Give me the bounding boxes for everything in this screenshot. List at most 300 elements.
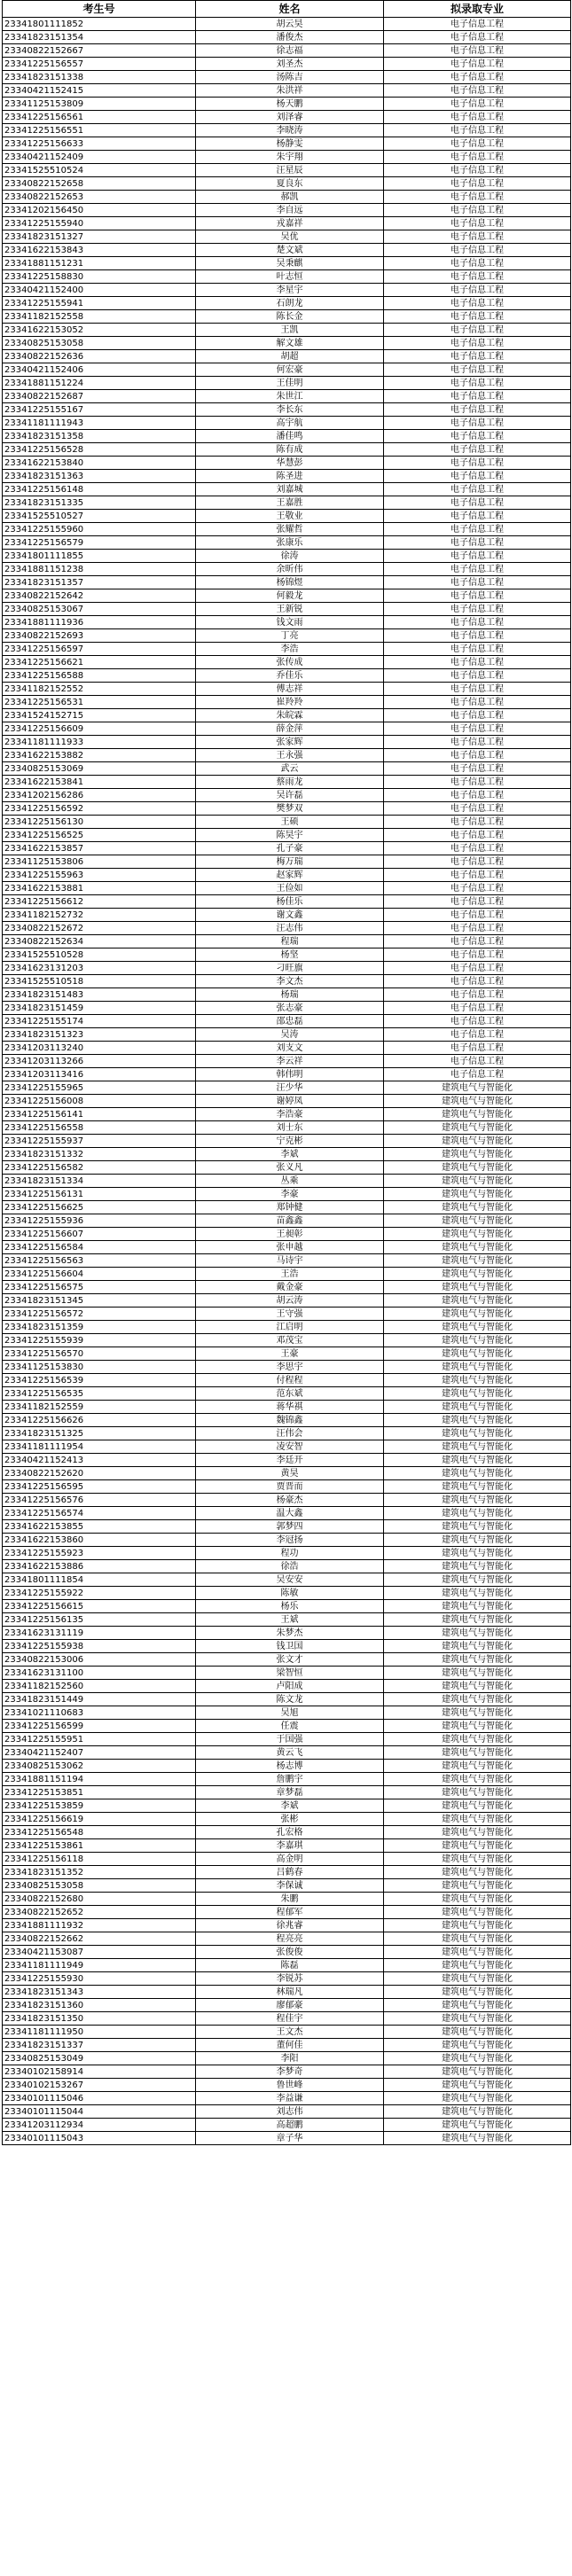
name-cell: 付程程 bbox=[196, 1374, 384, 1387]
major-cell: 电子信息工程 bbox=[384, 1068, 571, 1081]
name-cell: 林瑞凡 bbox=[196, 1986, 384, 1999]
table-row bbox=[3, 1334, 571, 1347]
name-cell: 钱文雨 bbox=[196, 616, 384, 629]
major-cell: 建筑电气与智能化 bbox=[384, 1454, 571, 1467]
major-cell: 建筑电气与智能化 bbox=[384, 2092, 571, 2105]
exam-id-cell: 23341225156626 bbox=[3, 1414, 196, 1427]
major-cell: 建筑电气与智能化 bbox=[384, 1813, 571, 1826]
name-cell: 李廷开 bbox=[196, 1454, 384, 1467]
name-cell: 董何佳 bbox=[196, 2039, 384, 2052]
exam-id-cell: 23340822153006 bbox=[3, 1653, 196, 1667]
table-row bbox=[3, 1932, 571, 1946]
major-cell: 建筑电气与智能化 bbox=[384, 1135, 571, 1148]
exam-id-cell: 23341125153830 bbox=[3, 1361, 196, 1374]
major-cell: 电子信息工程 bbox=[384, 1055, 571, 1068]
exam-id-cell: 23341225156633 bbox=[3, 137, 196, 151]
exam-id-cell: 23341225156525 bbox=[3, 829, 196, 842]
exam-id-cell: 23340101115046 bbox=[3, 2092, 196, 2105]
exam-id-cell: 23341823151359 bbox=[3, 1321, 196, 1334]
major-cell: 建筑电气与智能化 bbox=[384, 1893, 571, 1906]
table-row bbox=[3, 2039, 571, 2052]
exam-id-cell: 23341881151224 bbox=[3, 377, 196, 390]
major-cell: 电子信息工程 bbox=[384, 629, 571, 643]
exam-id-cell: 23341181111950 bbox=[3, 2026, 196, 2039]
table-row bbox=[3, 1799, 571, 1813]
name-cell: 吴许磊 bbox=[196, 789, 384, 802]
table-row bbox=[3, 390, 571, 403]
name-cell: 吴秉麒 bbox=[196, 257, 384, 270]
table-row bbox=[3, 643, 571, 656]
exam-id-cell: 23341622153840 bbox=[3, 457, 196, 470]
table-row bbox=[3, 1028, 571, 1042]
name-cell: 丁亮 bbox=[196, 629, 384, 643]
name-cell: 解文雄 bbox=[196, 337, 384, 350]
major-cell: 建筑电气与智能化 bbox=[384, 1095, 571, 1108]
major-cell: 电子信息工程 bbox=[384, 816, 571, 829]
major-cell: 电子信息工程 bbox=[384, 18, 571, 31]
major-cell: 电子信息工程 bbox=[384, 762, 571, 776]
major-cell: 建筑电气与智能化 bbox=[384, 1587, 571, 1600]
major-cell: 建筑电气与智能化 bbox=[384, 1494, 571, 1507]
name-cell: 徐兆睿 bbox=[196, 1919, 384, 1932]
major-cell: 建筑电气与智能化 bbox=[384, 1188, 571, 1201]
major-cell: 建筑电气与智能化 bbox=[384, 1600, 571, 1613]
name-cell: 张康乐 bbox=[196, 536, 384, 550]
table-row bbox=[3, 962, 571, 975]
name-cell: 朱梦杰 bbox=[196, 1627, 384, 1640]
exam-id-cell: 23341525510527 bbox=[3, 510, 196, 523]
exam-id-cell: 23341823151332 bbox=[3, 1148, 196, 1161]
major-cell: 电子信息工程 bbox=[384, 58, 571, 71]
name-cell: 蔡雨龙 bbox=[196, 776, 384, 789]
table-row bbox=[3, 1361, 571, 1374]
major-cell: 电子信息工程 bbox=[384, 31, 571, 44]
exam-id-cell: 23341622153882 bbox=[3, 749, 196, 762]
major-cell: 建筑电气与智能化 bbox=[384, 1627, 571, 1640]
table-row bbox=[3, 310, 571, 324]
exam-id-cell: 23341182152552 bbox=[3, 683, 196, 696]
table-row bbox=[3, 1653, 571, 1667]
exam-id-cell: 23341225156572 bbox=[3, 1308, 196, 1321]
table-row bbox=[3, 1813, 571, 1826]
name-cell: 王硕 bbox=[196, 816, 384, 829]
major-cell: 建筑电气与智能化 bbox=[384, 2065, 571, 2079]
major-cell: 电子信息工程 bbox=[384, 71, 571, 84]
exam-id-cell: 23341823151343 bbox=[3, 1986, 196, 1999]
exam-id-cell: 23341225155174 bbox=[3, 1015, 196, 1028]
name-cell: 李保诚 bbox=[196, 1879, 384, 1893]
major-cell: 电子信息工程 bbox=[384, 44, 571, 58]
table-row bbox=[3, 483, 571, 496]
table-row bbox=[3, 629, 571, 643]
table-row bbox=[3, 1454, 571, 1467]
table-row bbox=[3, 536, 571, 550]
header-major: 拟录取专业 bbox=[384, 1, 571, 18]
exam-id-cell: 23341125153809 bbox=[3, 98, 196, 111]
table-row bbox=[3, 1906, 571, 1919]
name-cell: 张俊俊 bbox=[196, 1946, 384, 1959]
major-cell: 电子信息工程 bbox=[384, 417, 571, 430]
major-cell: 建筑电气与智能化 bbox=[384, 1972, 571, 1986]
major-cell: 建筑电气与智能化 bbox=[384, 1361, 571, 1374]
exam-id-cell: 23341225156535 bbox=[3, 1387, 196, 1401]
name-cell: 余昕伟 bbox=[196, 563, 384, 576]
exam-id-cell: 23341225153851 bbox=[3, 1786, 196, 1799]
name-cell: 王俭如 bbox=[196, 882, 384, 895]
exam-id-cell: 23340822152634 bbox=[3, 935, 196, 948]
exam-id-cell: 23341823151483 bbox=[3, 988, 196, 1002]
table-row bbox=[3, 1148, 571, 1161]
major-cell: 建筑电气与智能化 bbox=[384, 1959, 571, 1972]
name-cell: 章梦磊 bbox=[196, 1786, 384, 1799]
major-cell: 建筑电气与智能化 bbox=[384, 1228, 571, 1241]
table-row bbox=[3, 1547, 571, 1560]
name-cell: 廖郁豪 bbox=[196, 1999, 384, 2012]
table-row bbox=[3, 1387, 571, 1401]
major-cell: 电子信息工程 bbox=[384, 457, 571, 470]
exam-id-cell: 23341225156531 bbox=[3, 696, 196, 709]
major-cell: 建筑电气与智能化 bbox=[384, 1427, 571, 1440]
name-cell: 任震 bbox=[196, 1720, 384, 1733]
table-row bbox=[3, 2119, 571, 2132]
exam-id-cell: 23341623131119 bbox=[3, 1627, 196, 1640]
table-row bbox=[3, 177, 571, 191]
header-exam-id: 考生号 bbox=[3, 1, 196, 18]
table-row bbox=[3, 270, 571, 284]
table-row bbox=[3, 1068, 571, 1081]
name-cell: 吴涛 bbox=[196, 1028, 384, 1042]
exam-id-cell: 23340822152693 bbox=[3, 629, 196, 643]
name-cell: 吴优 bbox=[196, 230, 384, 244]
table-row bbox=[3, 1201, 571, 1214]
table-row bbox=[3, 895, 571, 909]
table-row bbox=[3, 1972, 571, 1986]
table-row bbox=[3, 709, 571, 722]
name-cell: 凌安智 bbox=[196, 1440, 384, 1454]
name-cell: 詹鹏宇 bbox=[196, 1773, 384, 1786]
exam-id-cell: 23341225156557 bbox=[3, 58, 196, 71]
major-cell: 建筑电气与智能化 bbox=[384, 1746, 571, 1760]
table-row bbox=[3, 124, 571, 137]
exam-id-cell: 23341225156607 bbox=[3, 1228, 196, 1241]
exam-id-cell: 23341225155939 bbox=[3, 1334, 196, 1347]
table-row bbox=[3, 1853, 571, 1866]
name-cell: 王永强 bbox=[196, 749, 384, 762]
table-row bbox=[3, 2052, 571, 2065]
table-row bbox=[3, 789, 571, 802]
table-row bbox=[3, 1773, 571, 1786]
name-cell: 李益谦 bbox=[196, 2092, 384, 2105]
table-row bbox=[3, 1667, 571, 1680]
major-cell: 建筑电气与智能化 bbox=[384, 1853, 571, 1866]
exam-id-cell: 23341225155940 bbox=[3, 217, 196, 230]
name-cell: 李浩 bbox=[196, 643, 384, 656]
name-cell: 程功 bbox=[196, 1547, 384, 1560]
major-cell: 建筑电气与智能化 bbox=[384, 1826, 571, 1839]
exam-id-cell: 23341202156286 bbox=[3, 789, 196, 802]
major-cell: 电子信息工程 bbox=[384, 217, 571, 230]
table-row bbox=[3, 1002, 571, 1015]
table-row bbox=[3, 589, 571, 603]
major-cell: 电子信息工程 bbox=[384, 164, 571, 177]
table-row bbox=[3, 922, 571, 935]
table-row bbox=[3, 151, 571, 164]
name-cell: 郑钟健 bbox=[196, 1201, 384, 1214]
name-cell: 程瑞 bbox=[196, 935, 384, 948]
table-row bbox=[3, 1494, 571, 1507]
table-row bbox=[3, 1228, 571, 1241]
exam-id-cell: 23341801111855 bbox=[3, 550, 196, 563]
name-cell: 苗鑫鑫 bbox=[196, 1214, 384, 1228]
name-cell: 胡云涛 bbox=[196, 1294, 384, 1308]
name-cell: 朱洪祥 bbox=[196, 84, 384, 98]
table-row bbox=[3, 869, 571, 882]
major-cell: 建筑电气与智能化 bbox=[384, 1906, 571, 1919]
exam-id-cell: 23341225156558 bbox=[3, 1121, 196, 1135]
exam-id-cell: 23340822152658 bbox=[3, 177, 196, 191]
exam-id-cell: 23341823151337 bbox=[3, 2039, 196, 2052]
table-row bbox=[3, 2065, 571, 2079]
major-cell: 建筑电气与智能化 bbox=[384, 1254, 571, 1268]
exam-id-cell: 23341801111854 bbox=[3, 1573, 196, 1587]
table-row bbox=[3, 2079, 571, 2092]
major-cell: 建筑电气与智能化 bbox=[384, 1387, 571, 1401]
exam-id-cell: 23341622153857 bbox=[3, 842, 196, 855]
admission-table bbox=[2, 0, 571, 2145]
major-cell: 电子信息工程 bbox=[384, 935, 571, 948]
table-row bbox=[3, 337, 571, 350]
table-row bbox=[3, 164, 571, 177]
name-cell: 王守强 bbox=[196, 1308, 384, 1321]
major-cell: 建筑电气与智能化 bbox=[384, 1467, 571, 1480]
name-cell: 徐志福 bbox=[196, 44, 384, 58]
name-cell: 朱鹏 bbox=[196, 1893, 384, 1906]
name-cell: 张耀哲 bbox=[196, 523, 384, 536]
major-cell: 电子信息工程 bbox=[384, 789, 571, 802]
major-cell: 电子信息工程 bbox=[384, 443, 571, 457]
major-cell: 建筑电气与智能化 bbox=[384, 1347, 571, 1361]
name-cell: 丛乘 bbox=[196, 1175, 384, 1188]
name-cell: 李嘉琪 bbox=[196, 1839, 384, 1853]
table-row bbox=[3, 470, 571, 483]
name-cell: 杨静雯 bbox=[196, 137, 384, 151]
name-cell: 邓茂宝 bbox=[196, 1334, 384, 1347]
name-cell: 李斌 bbox=[196, 1148, 384, 1161]
exam-id-cell: 23341881151231 bbox=[3, 257, 196, 270]
exam-id-cell: 23340421152407 bbox=[3, 1746, 196, 1760]
table-row bbox=[3, 1374, 571, 1387]
major-cell: 建筑电气与智能化 bbox=[384, 1480, 571, 1494]
major-cell: 电子信息工程 bbox=[384, 948, 571, 962]
name-cell: 郝凯 bbox=[196, 191, 384, 204]
exam-id-cell: 23341225156609 bbox=[3, 722, 196, 736]
name-cell: 张文才 bbox=[196, 1653, 384, 1667]
table-row bbox=[3, 1281, 571, 1294]
major-cell: 电子信息工程 bbox=[384, 430, 571, 443]
exam-id-cell: 23341823151323 bbox=[3, 1028, 196, 1042]
exam-id-cell: 23341823151354 bbox=[3, 31, 196, 44]
table-row bbox=[3, 1986, 571, 1999]
major-cell: 建筑电气与智能化 bbox=[384, 1560, 571, 1573]
table-row bbox=[3, 656, 571, 669]
exam-id-cell: 23340822152636 bbox=[3, 350, 196, 363]
exam-id-cell: 23341225155941 bbox=[3, 297, 196, 310]
major-cell: 建筑电气与智能化 bbox=[384, 1175, 571, 1188]
table-row bbox=[3, 1560, 571, 1573]
table-row bbox=[3, 363, 571, 377]
table-row bbox=[3, 1733, 571, 1746]
major-cell: 电子信息工程 bbox=[384, 643, 571, 656]
major-cell: 建筑电气与智能化 bbox=[384, 1879, 571, 1893]
major-cell: 建筑电气与智能化 bbox=[384, 1520, 571, 1534]
table-row bbox=[3, 1467, 571, 1480]
table-row bbox=[3, 988, 571, 1002]
exam-id-cell: 23341182152558 bbox=[3, 310, 196, 324]
major-cell: 电子信息工程 bbox=[384, 310, 571, 324]
name-cell: 汪星辰 bbox=[196, 164, 384, 177]
table-row bbox=[3, 1573, 571, 1587]
name-cell: 高金明 bbox=[196, 1853, 384, 1866]
major-cell: 建筑电气与智能化 bbox=[384, 1946, 571, 1959]
name-cell: 黄昊 bbox=[196, 1467, 384, 1480]
table-row bbox=[3, 204, 571, 217]
name-cell: 徐浩 bbox=[196, 1560, 384, 1573]
exam-id-cell: 23341225156604 bbox=[3, 1268, 196, 1281]
exam-id-cell: 23341225155922 bbox=[3, 1587, 196, 1600]
name-cell: 武云 bbox=[196, 762, 384, 776]
table-row bbox=[3, 1613, 571, 1627]
table-row bbox=[3, 284, 571, 297]
name-cell: 潘俊杰 bbox=[196, 31, 384, 44]
major-cell: 建筑电气与智能化 bbox=[384, 1986, 571, 1999]
table-row bbox=[3, 935, 571, 948]
major-cell: 电子信息工程 bbox=[384, 137, 571, 151]
table-row bbox=[3, 1440, 571, 1454]
exam-id-cell: 23341203113416 bbox=[3, 1068, 196, 1081]
major-cell: 建筑电气与智能化 bbox=[384, 1081, 571, 1095]
table-row bbox=[3, 1214, 571, 1228]
exam-id-cell: 23341225156619 bbox=[3, 1813, 196, 1826]
table-row bbox=[3, 324, 571, 337]
exam-id-cell: 23341225156570 bbox=[3, 1347, 196, 1361]
name-cell: 朱宇翔 bbox=[196, 151, 384, 164]
table-row bbox=[3, 523, 571, 536]
exam-id-cell: 23341823151449 bbox=[3, 1693, 196, 1706]
major-cell: 建筑电气与智能化 bbox=[384, 1121, 571, 1135]
major-cell: 电子信息工程 bbox=[384, 403, 571, 417]
major-cell: 电子信息工程 bbox=[384, 257, 571, 270]
table-row bbox=[3, 1414, 571, 1427]
table-row bbox=[3, 58, 571, 71]
major-cell: 电子信息工程 bbox=[384, 496, 571, 510]
exam-id-cell: 23340822152662 bbox=[3, 1932, 196, 1946]
name-cell: 杨坚 bbox=[196, 948, 384, 962]
exam-id-cell: 23341823151352 bbox=[3, 1866, 196, 1879]
exam-id-cell: 23340421152409 bbox=[3, 151, 196, 164]
name-cell: 程亮亮 bbox=[196, 1932, 384, 1946]
table-row bbox=[3, 1520, 571, 1534]
table-row bbox=[3, 762, 571, 776]
exam-id-cell: 23341181111933 bbox=[3, 736, 196, 749]
name-cell: 陈敏 bbox=[196, 1587, 384, 1600]
table-row bbox=[3, 1161, 571, 1175]
major-cell: 电子信息工程 bbox=[384, 377, 571, 390]
table-row bbox=[3, 1534, 571, 1547]
exam-id-cell: 23341182152560 bbox=[3, 1680, 196, 1693]
name-cell: 程郁军 bbox=[196, 1906, 384, 1919]
exam-id-cell: 23341203113240 bbox=[3, 1042, 196, 1055]
name-cell: 徐涛 bbox=[196, 550, 384, 563]
exam-id-cell: 23341622153881 bbox=[3, 882, 196, 895]
major-cell: 建筑电气与智能化 bbox=[384, 1640, 571, 1653]
major-cell: 电子信息工程 bbox=[384, 191, 571, 204]
name-cell: 刘志伟 bbox=[196, 2105, 384, 2119]
name-cell: 乔佳乐 bbox=[196, 669, 384, 683]
major-cell: 建筑电气与智能化 bbox=[384, 1680, 571, 1693]
name-cell: 宁克彬 bbox=[196, 1135, 384, 1148]
exam-id-cell: 23341181111949 bbox=[3, 1959, 196, 1972]
major-cell: 电子信息工程 bbox=[384, 550, 571, 563]
name-cell: 钱卫国 bbox=[196, 1640, 384, 1653]
exam-id-cell: 23341225156576 bbox=[3, 1494, 196, 1507]
name-cell: 吴安安 bbox=[196, 1573, 384, 1587]
table-row bbox=[3, 1121, 571, 1135]
table-row bbox=[3, 816, 571, 829]
name-cell: 樊梦双 bbox=[196, 802, 384, 816]
exam-id-cell: 23341125153806 bbox=[3, 855, 196, 869]
exam-id-cell: 23340822152620 bbox=[3, 1467, 196, 1480]
name-cell: 马诗宇 bbox=[196, 1254, 384, 1268]
major-cell: 电子信息工程 bbox=[384, 922, 571, 935]
table-row bbox=[3, 749, 571, 762]
table-row bbox=[3, 1746, 571, 1760]
name-cell: 朱世江 bbox=[196, 390, 384, 403]
name-cell: 李文杰 bbox=[196, 975, 384, 988]
table-row bbox=[3, 98, 571, 111]
major-cell: 电子信息工程 bbox=[384, 722, 571, 736]
table-row bbox=[3, 1241, 571, 1254]
name-cell: 何宏豪 bbox=[196, 363, 384, 377]
major-cell: 电子信息工程 bbox=[384, 111, 571, 124]
major-cell: 电子信息工程 bbox=[384, 855, 571, 869]
table-row bbox=[3, 1055, 571, 1068]
name-cell: 何毅龙 bbox=[196, 589, 384, 603]
exam-id-cell: 23341225156141 bbox=[3, 1108, 196, 1121]
table-row bbox=[3, 855, 571, 869]
exam-id-cell: 23341823151334 bbox=[3, 1175, 196, 1188]
exam-id-cell: 23341622153855 bbox=[3, 1520, 196, 1534]
name-cell: 王昶彰 bbox=[196, 1228, 384, 1241]
exam-id-cell: 23341525510518 bbox=[3, 975, 196, 988]
table-row bbox=[3, 1919, 571, 1932]
major-cell: 建筑电气与智能化 bbox=[384, 2026, 571, 2039]
table-row bbox=[3, 2026, 571, 2039]
exam-id-cell: 23340825153049 bbox=[3, 2052, 196, 2065]
table-row bbox=[3, 44, 571, 58]
name-cell: 孔子豪 bbox=[196, 842, 384, 855]
name-cell: 王佳明 bbox=[196, 377, 384, 390]
name-cell: 章子华 bbox=[196, 2132, 384, 2145]
table-row bbox=[3, 975, 571, 988]
name-cell: 王豪 bbox=[196, 1347, 384, 1361]
exam-id-cell: 23340822152680 bbox=[3, 1893, 196, 1906]
major-cell: 建筑电气与智能化 bbox=[384, 1281, 571, 1294]
name-cell: 石朗龙 bbox=[196, 297, 384, 310]
name-cell: 吴旭 bbox=[196, 1706, 384, 1720]
name-cell: 朱皖霖 bbox=[196, 709, 384, 722]
name-cell: 傅志祥 bbox=[196, 683, 384, 696]
name-cell: 戎嘉祥 bbox=[196, 217, 384, 230]
